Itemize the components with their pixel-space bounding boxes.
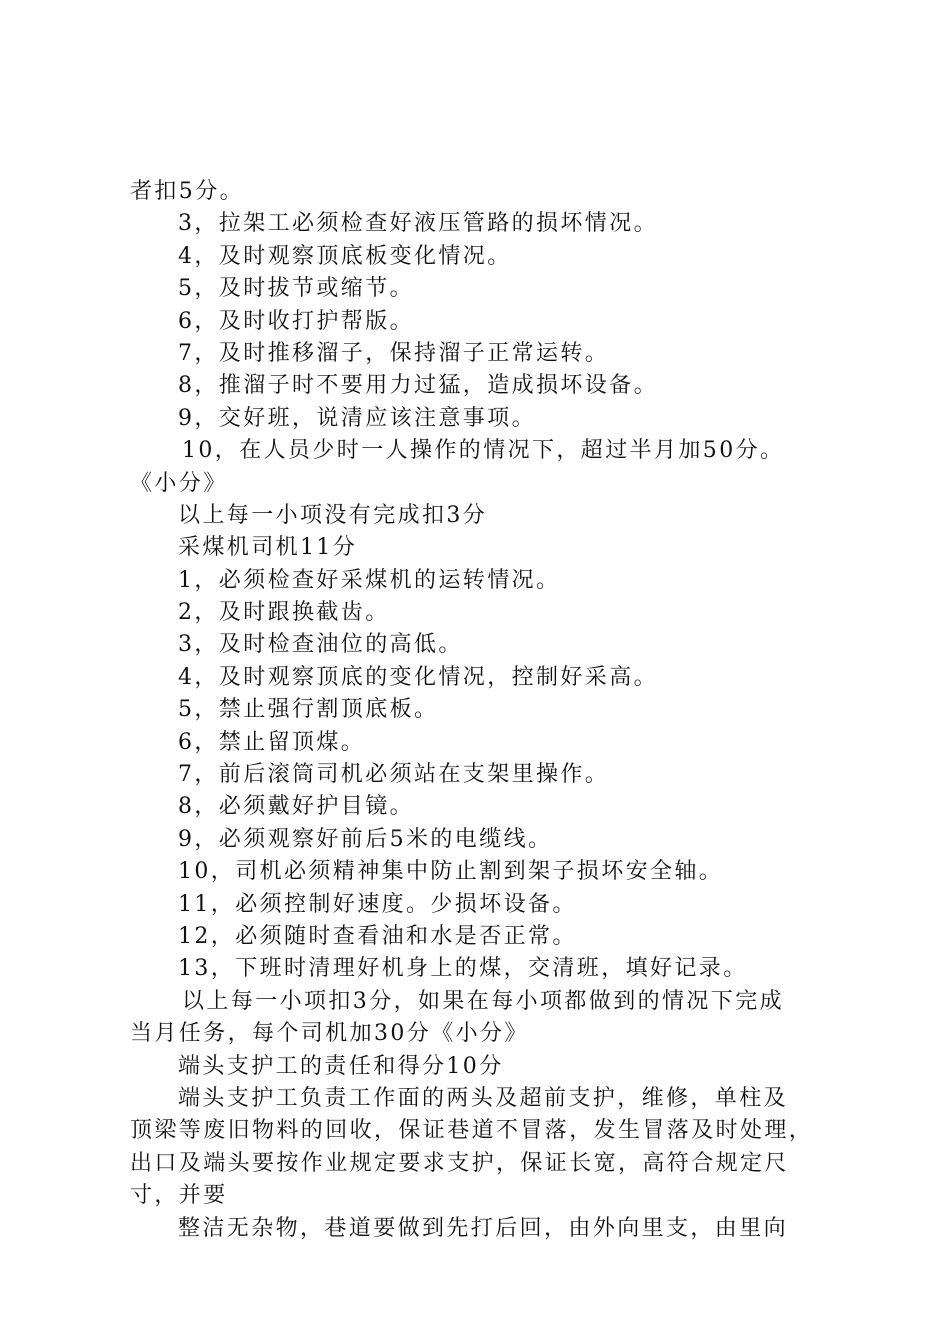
- text-line: 整洁无杂物，巷道要做到先打后回，由外向里支，由里向: [178, 1215, 789, 1241]
- text-line: 出口及端头要按作业规定要求支护，保证长宽，高符合规定尺: [130, 1150, 789, 1176]
- document-body: [130, 176, 840, 1245]
- text-line: 11，必须控制好速度。少损坏设备。: [178, 891, 577, 917]
- text-line: 当月任务，每个司机加30分《小分》: [130, 1021, 529, 1047]
- text-line: 8，必须戴好护目镜。: [178, 794, 414, 820]
- text-line: 顶梁等废旧物料的回收，保证巷道不冒落，发生冒落及时处理，: [130, 1118, 814, 1144]
- text-line: 12，必须随时查看油和水是否正常。: [178, 923, 577, 949]
- text-line: 3，及时检查油位的高低。: [178, 632, 463, 658]
- text-line: 寸，并要: [130, 1183, 228, 1209]
- text-line: 10，在人员少时一人操作的情况下，超过半月加50分。: [182, 438, 785, 464]
- text-line: 4，及时观察顶底板变化情况。: [178, 243, 512, 269]
- text-line: 者扣5分。: [130, 179, 244, 204]
- text-line: 1，必须检查好采煤机的运转情况。: [178, 567, 561, 593]
- text-line: 6，及时收打护帮版。: [178, 308, 414, 334]
- text-line: 10，司机必须精神集中防止割到架子损坏安全轴。: [178, 859, 724, 885]
- text-line: 9，必须观察好前后5米的电缆线。: [178, 826, 553, 852]
- text-line: 以上每一小项扣3分，如果在每小项都做到的情况下完成: [182, 988, 784, 1014]
- text-line: 4，及时观察顶底的变化情况，控制好采高。: [178, 664, 658, 690]
- text-line: 2，及时跟换截齿。: [178, 600, 390, 626]
- text-line: 13，下班时清理好机身上的煤，交清班，填好记录。: [178, 956, 748, 982]
- text-line: 7，前后滚筒司机必须站在支架里操作。: [178, 762, 610, 788]
- text-line: 6，禁止留顶煤。: [178, 729, 366, 755]
- text-line: 7，及时推移溜子，保持溜子正常运转。: [178, 340, 610, 366]
- text-line: 《小分》: [130, 470, 228, 496]
- text-line: 5，及时拔节或缩节。: [178, 276, 414, 302]
- section-heading: 端头支护工的责任和得分10分: [178, 1053, 504, 1079]
- section-heading: 采煤机司机11分: [178, 535, 358, 561]
- text-line: 端头支护工负责工作面的两头及超前支护，维修，单柱及: [178, 1085, 789, 1111]
- text-line: 9，交好班，说清应该注意事项。: [178, 405, 536, 431]
- text-line: 5，禁止强行割顶底板。: [178, 697, 439, 723]
- text-line: 以上每一小项没有完成扣3分: [178, 502, 488, 528]
- text-line: 3，拉架工必须检查好液压管路的损坏情况。: [178, 211, 658, 237]
- text-line: 8，推溜子时不要用力过猛，造成损坏设备。: [178, 373, 658, 399]
